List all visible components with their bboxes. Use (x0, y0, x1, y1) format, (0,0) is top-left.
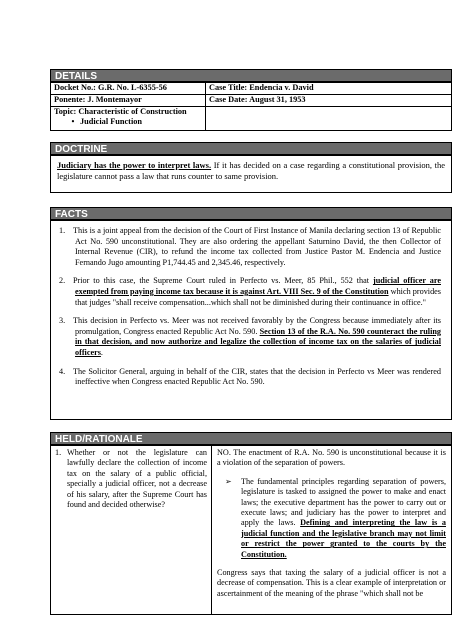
case-date-label: Case Date: (209, 95, 250, 104)
doctrine-lead: Judiciary has the power to interpret laws. (57, 160, 212, 170)
doctrine-box (50, 155, 452, 193)
ruling-congress: Congress says that taxing the salary of a judicial officer is not a decrease of compensation. This is a clear example of interpretation or ascertainment of the meaning of the phrase "which shall not be (217, 568, 446, 598)
ruling-arrow-emphasis: Defining and interpreting the law is a judicial function and the legislative branch may not limit or restrict the power granted to the courts by the Constitution. (241, 518, 446, 559)
details-header: DETAILS (50, 69, 452, 82)
fact-text: which provides that judges "shall receive compensation...which shall not be diminished during their continuance in office." (75, 286, 441, 307)
fact-number: 2. (59, 276, 66, 286)
facts-header: FACTS (50, 207, 452, 220)
held-table (50, 445, 452, 615)
fact-number: 1. (59, 226, 66, 235)
held-header: HELD/RATIONALE (50, 432, 452, 445)
fact-text: The Solicitor General, arguing in behalf of the CIR, states that the decision in Perfecto vs Meer was rendered ineffective when Congress enacted Republic Act No. 590. (73, 366, 441, 387)
topic-label: Topic: (54, 107, 79, 116)
fact-text: Prior to this case, the Supreme Court ruled in Perfecto vs. Meer, 85 Phil., 552 that (73, 276, 373, 286)
doctrine-header: DOCTRINE (50, 142, 452, 155)
fact-item (59, 276, 441, 308)
docket-cell (51, 83, 206, 95)
case-title-value: Endencia v. David (249, 83, 314, 92)
topic-value: Characteristic of Construction (78, 107, 187, 116)
docket-value: G.R. No. L-6355-56 (98, 83, 167, 92)
fact-text: This is a joint appeal from the decision of the Court of First Instance of Manila declaring section 13 of Republic Act No. 590 unconstitutional. They are also ordering the appellant Saturnino David, the then Collector of Internal Revenue (CIR), to refund the income tax collected from Justice Pastor M. Endencia and Justice Fernando Jugo amounting P1,744.45 and 2,345.46, respectively. (73, 226, 441, 267)
fact-item (59, 366, 441, 388)
ruling-cell (212, 446, 452, 615)
ruling-arrow-text: The fundamental principles regarding separation of powers, legislature is tasked to assigned the power to make and enact laws; the executive department has the power to carry out or execute laws; and judiciary has the power to interpret and apply the laws. (241, 476, 446, 528)
docket-label: Docket No.: (54, 83, 99, 92)
bullet-icon: • (71, 117, 75, 126)
fact-item (59, 316, 441, 358)
topic-bullet-item: Judicial Function (80, 117, 143, 126)
fact-emphasis: Section 13 of the R.A. No. 590 counteract the ruling in that decision, and now authorize and legalize the collection of income tax on the salaries of judicial officers (75, 326, 441, 357)
case-date-cell (206, 95, 452, 107)
ponente-value: J. Montemayor (87, 95, 142, 104)
fact-emphasis: judicial officer are exempted from paying income tax because it is against Art. VIII Sec. 9 of the Constitution (75, 276, 441, 296)
ruling-arrow-paragraph (217, 477, 446, 560)
fact-item (59, 226, 441, 268)
facts-box (50, 220, 452, 420)
fact-number: 4. (59, 366, 66, 376)
topic-cell (51, 107, 206, 131)
issue-cell (51, 446, 212, 615)
ponente-cell (51, 95, 206, 107)
issue-number: 1. (55, 448, 62, 457)
fact-number: 3. (59, 316, 66, 326)
case-title-cell (206, 83, 452, 95)
issue-text: Whether or not the legislature can lawfully declare the collection of income tax on the salary of a public official, specially a judicial officer, not a decrease of his salary, after the Supreme Court has found and decided otherwise? (67, 448, 207, 510)
fact-text: This decision in Perfecto vs. Meer was not received favorably by the Congress because immediately after its promulgation, Congress enacted Republic Act No. 590. (73, 316, 441, 336)
details-table (50, 82, 452, 131)
topic-empty-cell (206, 107, 452, 131)
ponente-label: Ponente: (54, 95, 88, 104)
ruling-main: NO. The enactment of R.A. No. 590 is unconstitutional because it is a violation of the separation of powers. (217, 448, 446, 468)
case-date-value: August 31, 1953 (249, 95, 306, 104)
case-title-label: Case Title: (209, 83, 250, 92)
facts-list (51, 221, 451, 391)
arrow-right-icon: ➢ (225, 476, 232, 486)
doctrine-text: If it has decided on a case regarding a constitutional provision, the legislature cannot pass a law that runs counter to same provision. (57, 160, 445, 181)
fact-text: . (100, 347, 103, 357)
